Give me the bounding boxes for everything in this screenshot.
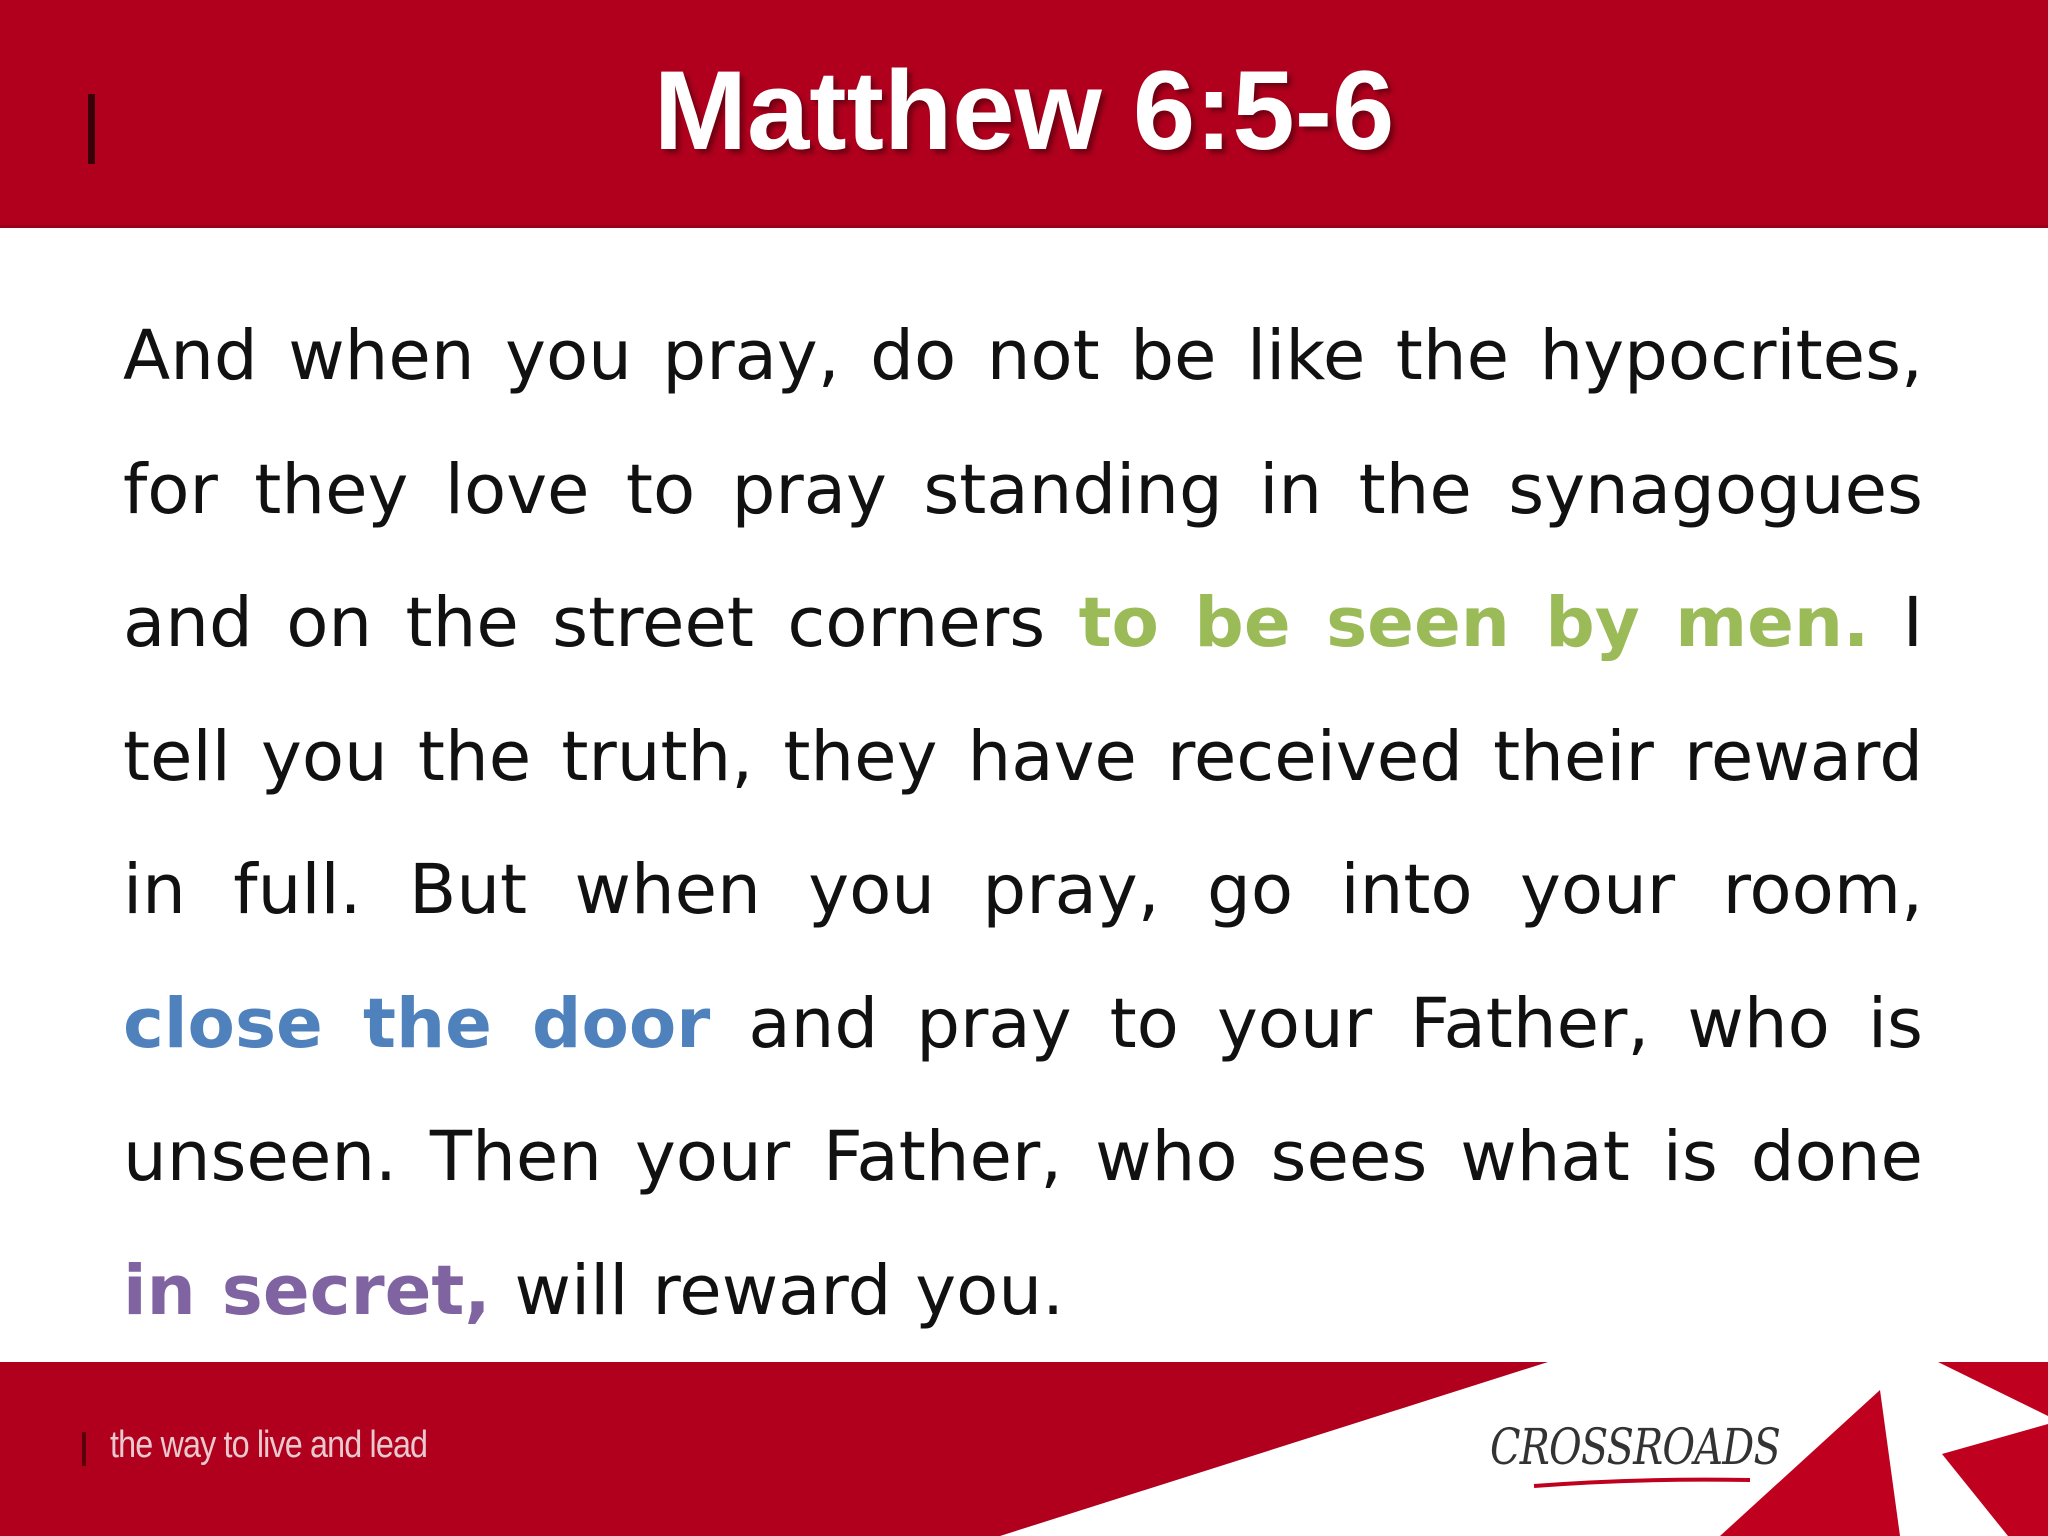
verse-text-part-3: and pray to your Father, who is unseen. Then your Father, who sees what is done xyxy=(123,983,1923,1197)
slide-title: Matthew 6:5-6 xyxy=(653,48,1395,173)
verse-text xyxy=(123,290,1923,1358)
highlight-in-secret: in secret, xyxy=(123,1250,491,1331)
crossroads-logo xyxy=(1488,1406,1788,1496)
highlight-seen-by-men: to be seen by men. xyxy=(1078,583,1870,663)
tagline-accent-bar xyxy=(82,1432,86,1466)
verse-text-part-1: And when you pray, do not be like the hypocrites, for they love to pray standing in the synagogues and on the street corners xyxy=(123,316,1923,663)
verse-text-part-2: I tell you the truth, they have received their reward in full. But when you pray, go into your room, xyxy=(123,583,1923,930)
title-banner xyxy=(0,0,2048,228)
verse-text-part-4: will reward you. xyxy=(490,1250,1065,1331)
svg-text:CROSSROADS: CROSSROADS xyxy=(1490,1418,1780,1476)
highlight-close-the-door: close the door xyxy=(123,983,711,1064)
footer-tagline: the way to live and lead xyxy=(110,1424,428,1466)
